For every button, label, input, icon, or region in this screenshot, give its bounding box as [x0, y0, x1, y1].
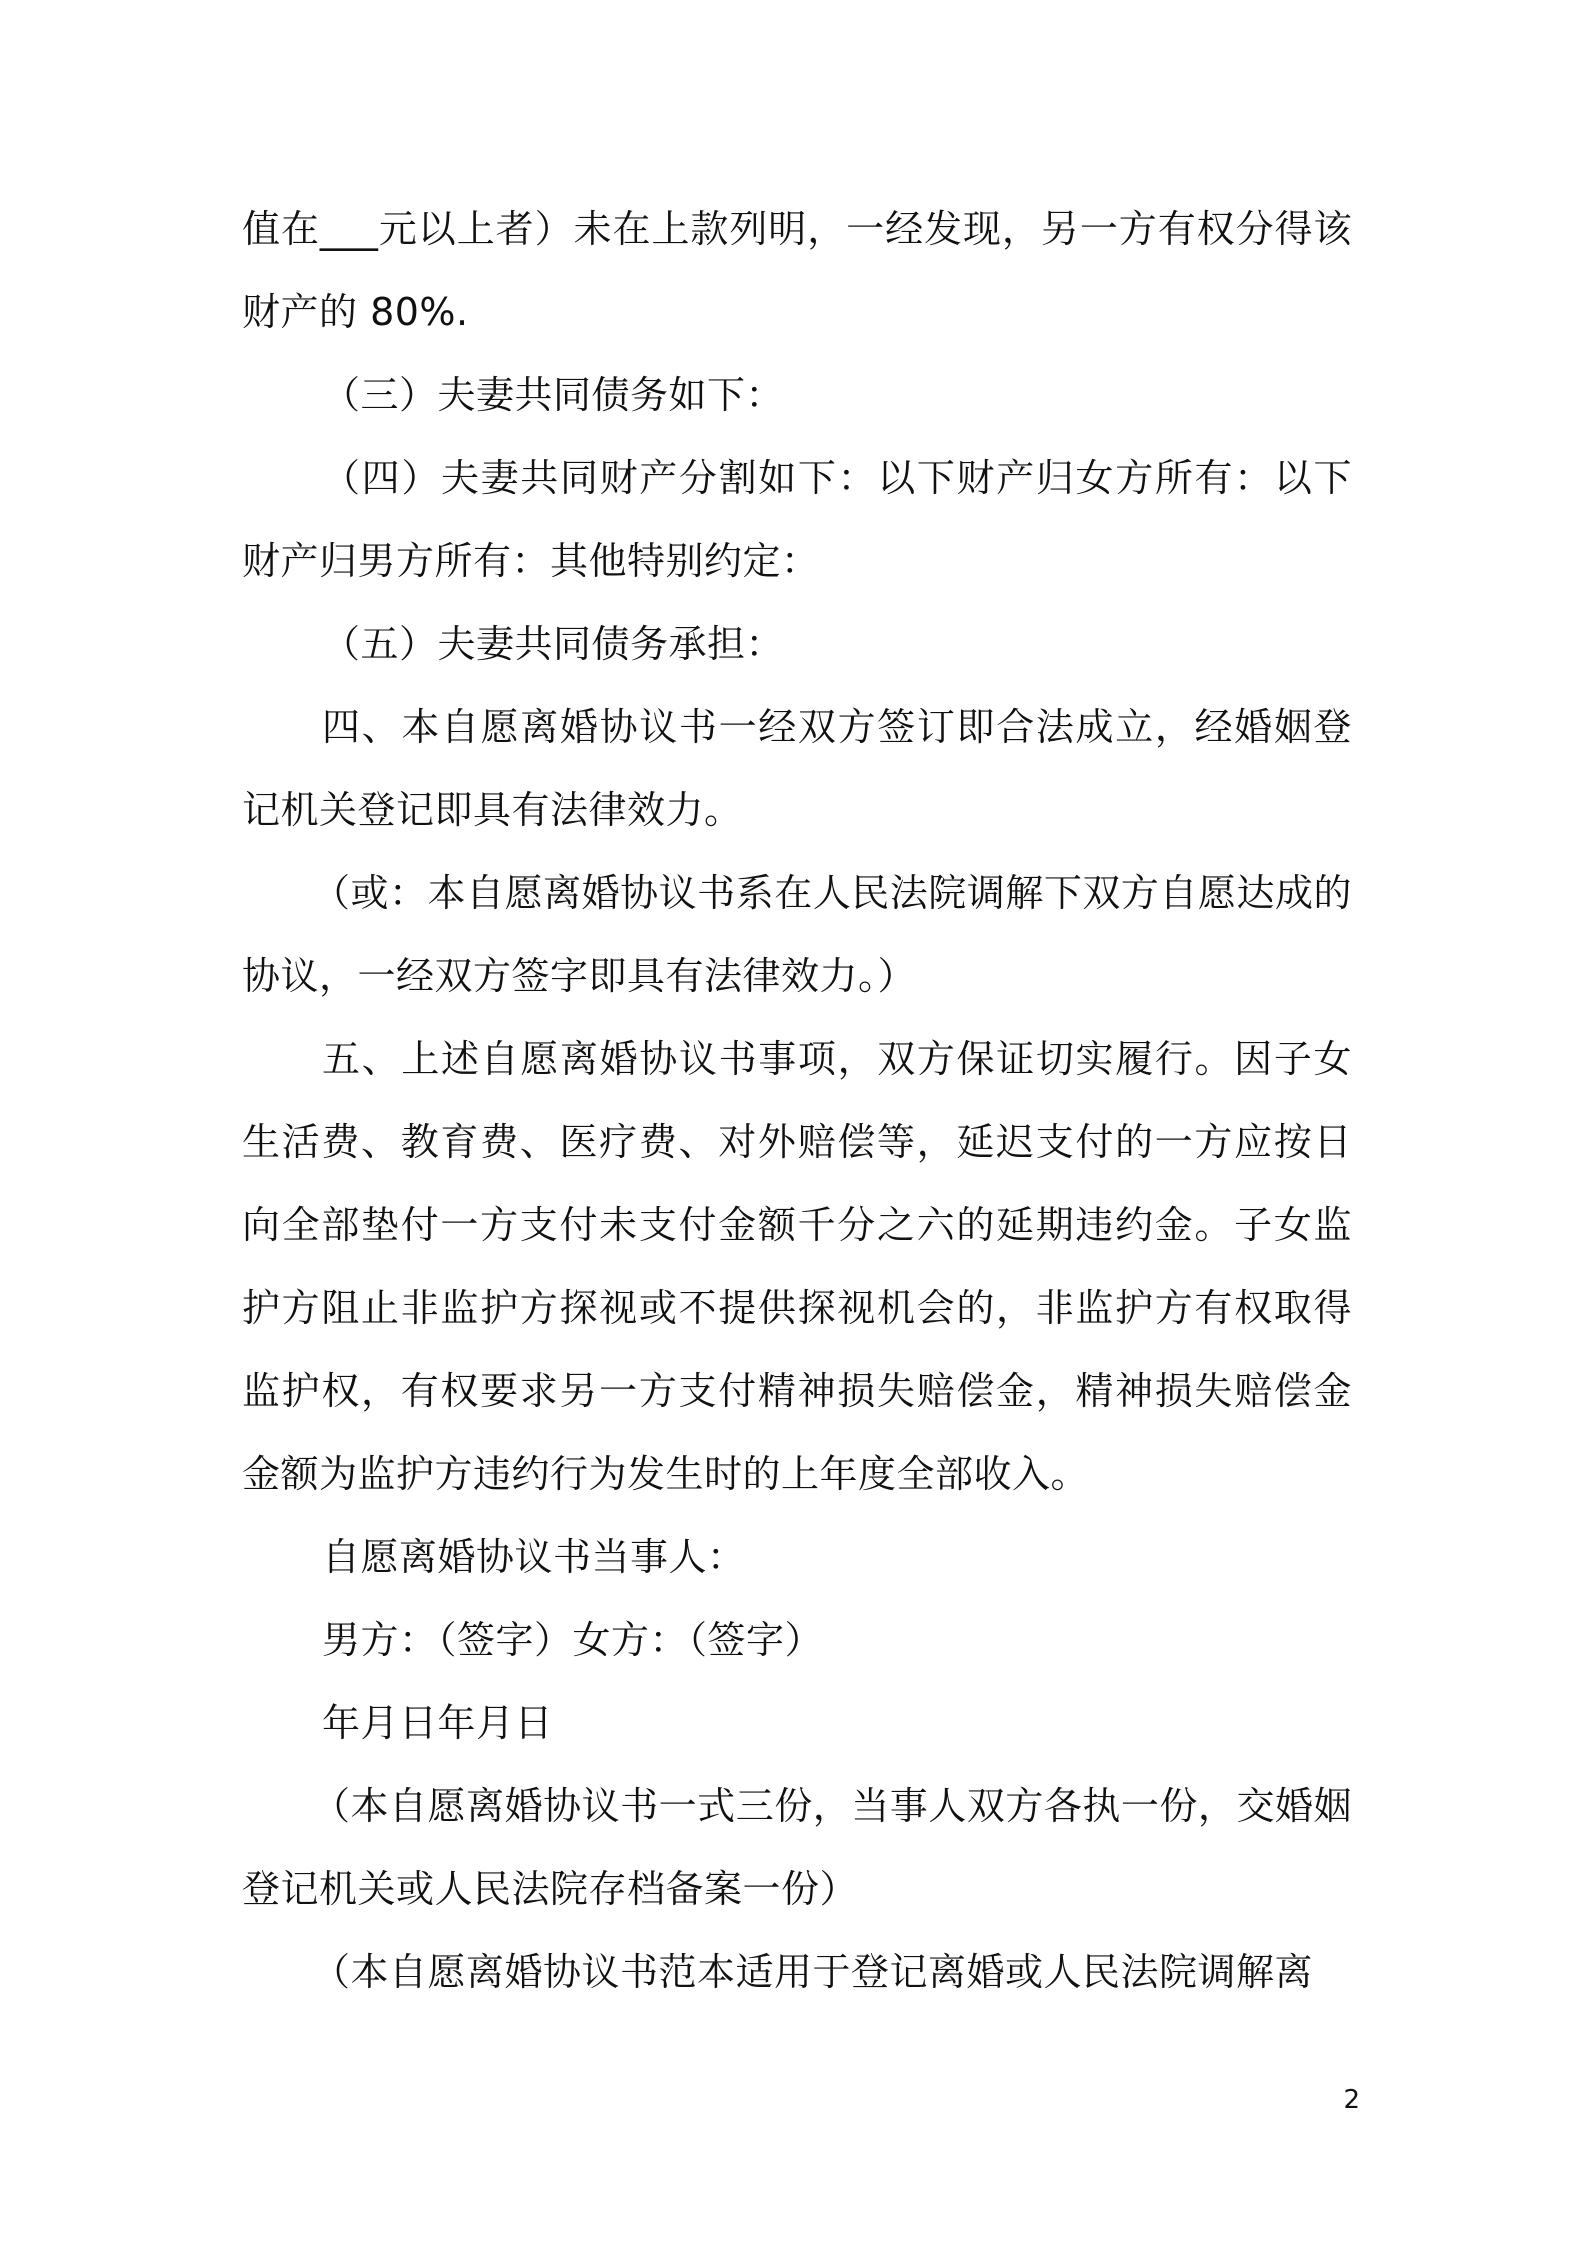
paragraph-template-note: （本自愿离婚协议书范本适用于登记离婚或人民法院调解离 [312, 1950, 1314, 1994]
paragraph-property-division: （四）夫妻共同财产分割如下：以下财产归女方所有：以下财产归男方所有：其他特别约定： [242, 456, 1352, 583]
paragraph-debt-bearing: （五）夫妻共同债务承担： [322, 622, 785, 666]
paragraph-clause-four: 四、本自愿离婚协议书一经双方签订即合法成立，经婚姻登记机关登记即具有法律效力。 [242, 705, 1352, 832]
paragraph-copies-note: （本自愿离婚协议书一式三份，当事人双方各执一份，交婚姻登记机关或人民法院存档备案一份） [242, 1784, 1352, 1911]
document-body [242, 188, 1352, 2014]
paragraph-clause-five: 五、上述自愿离婚协议书事项，双方保证切实履行。因子女生活费、教育费、医疗费、对外赔偿等，延迟支付的一方应按日向全部垫付一方支付未支付金额千分之六的延期违约金。子女监护方阻止非监护方探视或不提供探视机会的，非监护方有权取得监护权，有权要求另一方支付精神损失赔偿金，精神损失赔偿金金额为监护方违约行为发生时的上年度全部收入。 [242, 1037, 1352, 1496]
paragraph-court-alternative: （或：本自愿离婚协议书系在人民法院调解下双方自愿达成的协议，一经双方签字即具有法律效力。） [242, 871, 1352, 998]
paragraph-dates: 年月日年月日 [322, 1701, 554, 1745]
paragraph-signatures: 男方：（签字）女方：（签字） [322, 1618, 824, 1662]
page-number: 2 [1343, 2085, 1360, 2115]
paragraph-parties: 自愿离婚协议书当事人： [322, 1535, 746, 1579]
paragraph-joint-debts: （三）夫妻共同债务如下： [322, 373, 785, 417]
paragraph-property-value: 值在___元以上者）未在上款列明，一经发现，另一方有权分得该财产的 80%. [242, 207, 1352, 334]
